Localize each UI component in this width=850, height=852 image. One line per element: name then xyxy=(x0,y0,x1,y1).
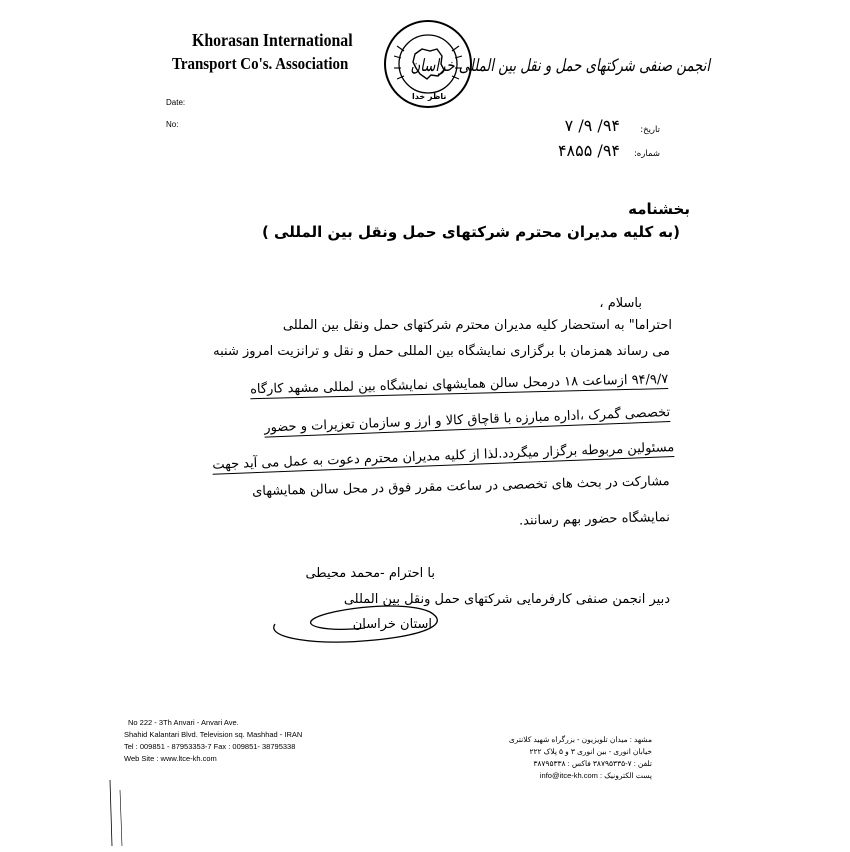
footer-en-line-3: Tel : 009851 - 87953353-7 Fax : 009851- 38795338 xyxy=(124,742,296,751)
signature-line-2: دبیر انجمن صنفی کارفرمایی شرکتهای حمل ونقل بین المللی xyxy=(343,592,670,607)
body-line-2: می رساند همزمان با برگزاری نمایشگاه بین المللی حمل و نقل و ترانزیت امروز شنبه xyxy=(213,344,670,359)
org-name-en-line2: Transport Co's. Association xyxy=(172,54,349,73)
no-value: ۹۴/ ۴۸۵۵ xyxy=(557,141,620,160)
footer-fa-line-3: تلفن : ۷-۳۸۷۹۵۳۳۵ فاکس : ۳۸۷۹۵۳۳۸ xyxy=(533,759,652,768)
footer-fa-line-4: پست الکترونیک : info@itce-kh.com xyxy=(539,771,652,780)
logo-bottom-text: ناظر خدا xyxy=(412,92,447,101)
body-line-6: مشارکت در بحث های تخصصی در ساعت مقرر فوق در محل سالن همایشهای xyxy=(252,474,671,500)
org-name-en-line1: Khorasan International xyxy=(192,30,353,50)
signature-line-3: استان خراسان xyxy=(352,617,432,632)
body-line-5-text: مسئولین مربوطه برگزار میگردد.لذا از کلیه مدیران محترم دعوت به عمل می آید جهت xyxy=(211,440,675,473)
footer-fa-line-1: مشهد : میدان تلویزیون - بزرگراه شهید کلانتری xyxy=(508,735,652,744)
body-line-4 xyxy=(264,405,670,436)
date-label-en: Date: xyxy=(166,98,186,107)
no-label-fa: شماره: xyxy=(633,149,660,159)
left-scan-edge xyxy=(108,780,138,846)
body-line-3-text: ۹۴/۹/۷ ازساعت ۱۸ درمحل سالن همایشهای نمایشگاه بین لمللی مشهد کارگاه xyxy=(249,372,669,398)
signature-line-1: با احترام -محمد محیطی xyxy=(305,566,435,581)
footer-en-line-1: No 222 - 3Th Anvari - Anvari Ave. xyxy=(128,718,239,727)
no-label-en: No: xyxy=(166,120,179,129)
org-name-fa: انجمن صنفی شرکتهای حمل و نقل بین المللی خراسان xyxy=(410,56,710,76)
footer-en-line-2: Shahid Kalantari Blvd. Television sq. Mashhad - IRAN xyxy=(124,730,303,739)
date-value: ۹۴/ ۹/ ۷ xyxy=(564,116,620,135)
body-line-3 xyxy=(250,372,669,397)
footer-en-line-4: Web Site : www.ltce-kh.com xyxy=(124,754,217,763)
signature-scribble xyxy=(255,588,455,648)
body-line-4-text: تخصصی گمرک ،اداره مبارزه با قاچاق کالا و ارز و سازمان تعزیرات و حضور xyxy=(263,405,671,436)
body-line-5 xyxy=(212,440,674,473)
footer-fa-line-2: خیابان انوری - بین انوری ۳ و ۵ پلاک ۲۲۲ xyxy=(529,747,652,756)
body-line-1: احتراما" به استحضار کلیه مدیران محترم شرکتهای حمل ونقل بین المللی xyxy=(282,318,672,333)
circular-heading: بخشنامه xyxy=(628,200,690,218)
addressee-line: (به کلیه مدیران محترم شرکتهای حمل ونقل بین المللی ) xyxy=(261,223,680,241)
greeting: باسلام ، xyxy=(599,296,642,311)
body-line-7: نمایشگاه حضور بهم رسانند. xyxy=(519,510,671,529)
date-label-fa: تاریخ: xyxy=(640,125,660,135)
